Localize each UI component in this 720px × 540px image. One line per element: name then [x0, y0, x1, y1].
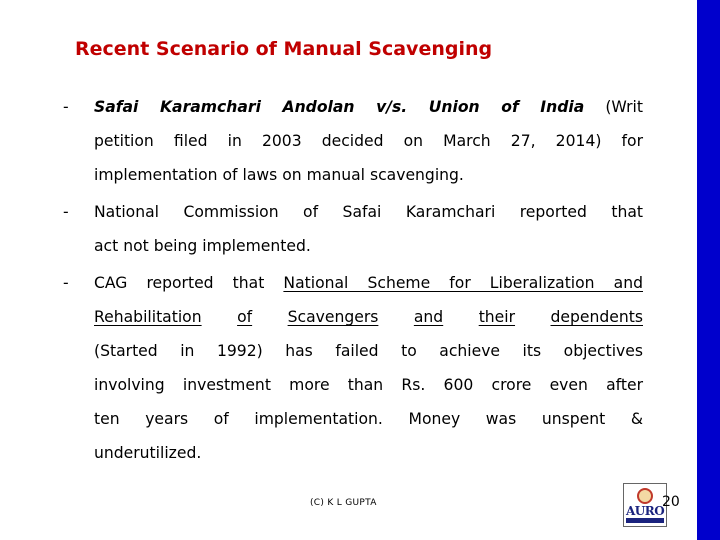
scheme-name: National Scheme for Liberalization and — [283, 274, 643, 292]
bullet-item — [63, 266, 643, 470]
logo-emblem-icon — [637, 488, 653, 504]
bullet-list — [63, 90, 643, 473]
side-bar — [697, 0, 720, 540]
bullet-line: act not being implemented. — [94, 237, 311, 255]
case-title: Safai Karamchari Andolan v/s. Union of India — [94, 98, 585, 116]
footer-credit: (C) K L GUPTA — [310, 498, 377, 508]
bullet-marker: - — [63, 274, 69, 292]
line-text: CAG reported that — [94, 274, 284, 292]
scheme-name-word: dependents — [550, 308, 643, 326]
bullet-line: National Commission of Safai Karamchari reported that — [94, 203, 643, 221]
scheme-name-word: and — [413, 308, 444, 326]
logo-underbar — [626, 518, 664, 523]
bullet-line: ten years of implementation. Money was unspent & — [94, 410, 643, 428]
scheme-name-word: their — [478, 308, 516, 326]
bullet-line: petition filed in 2003 decided on March 27, 2014) for — [94, 132, 643, 150]
bullet-line: involving investment more than Rs. 600 crore even after — [94, 376, 643, 394]
bullet-line — [94, 300, 643, 334]
bullet-marker: - — [63, 98, 69, 116]
auro-logo — [623, 483, 667, 527]
scheme-name-word: Scavengers — [287, 308, 379, 326]
bullet-line: (Started in 1992) has failed to achieve its objectives — [94, 342, 643, 360]
line-text: (Writ — [584, 98, 643, 116]
logo-text: AURO — [626, 504, 665, 518]
bullet-line — [94, 266, 643, 300]
bullet-line: implementation of laws on manual scavenging. — [94, 166, 464, 184]
slide-title: Recent Scenario of Manual Scavenging — [75, 38, 493, 60]
bullet-marker: - — [63, 203, 69, 221]
bullet-item — [63, 90, 643, 192]
bullet-line — [94, 90, 643, 124]
scheme-name-word: Rehabilitation — [94, 308, 202, 326]
page-number: 20 — [662, 494, 680, 510]
bullet-item — [63, 195, 643, 263]
bullet-line: underutilized. — [94, 444, 202, 462]
scheme-name-word: of — [237, 308, 253, 326]
